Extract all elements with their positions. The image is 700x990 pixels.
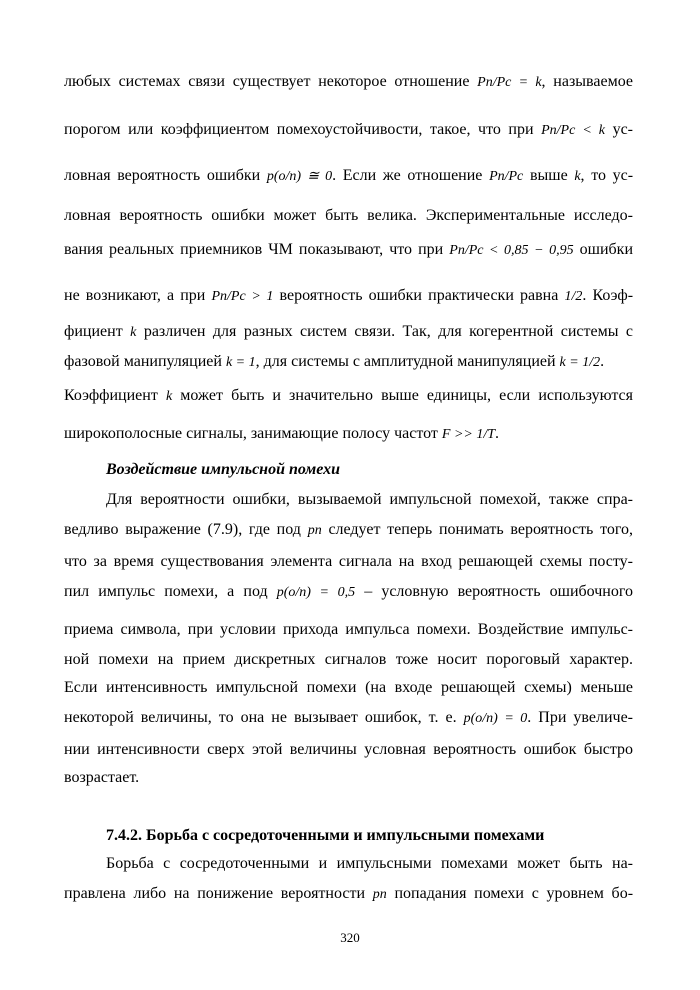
formula: pп bbox=[307, 523, 322, 538]
line-text: ус- bbox=[612, 121, 634, 138]
formula: k = 1/2 bbox=[559, 355, 601, 370]
line-text: ловная вероятность ошибки может быть велика. Экспериментальные исследо- bbox=[64, 207, 633, 224]
text-line bbox=[64, 352, 633, 373]
formula: k bbox=[574, 169, 581, 184]
text-line bbox=[64, 286, 633, 307]
line-text: вания реальных приемников ЧМ показывают, что при bbox=[64, 241, 444, 258]
line-text: попадания помехи с уровнем бо- bbox=[394, 885, 634, 902]
line-text: . Если же отношение bbox=[332, 167, 483, 184]
line-text: пил импульс помехи, а под bbox=[64, 583, 268, 600]
text-line bbox=[106, 490, 633, 510]
formula: p(o/n) = 0 bbox=[463, 711, 528, 726]
text-line bbox=[64, 620, 633, 640]
text-line bbox=[64, 650, 633, 670]
line-text: любых системах связи существует некоторое отношение bbox=[64, 73, 470, 90]
line-text: правлена либо на понижение вероятности bbox=[64, 885, 366, 902]
formula: k bbox=[130, 325, 137, 340]
formula: p(o/n) ≅ 0 bbox=[266, 169, 333, 184]
formula: k = 1 bbox=[225, 355, 256, 370]
line-text: ведливо выражение (7.9), где под bbox=[64, 521, 301, 538]
line-text: . При увеличе- bbox=[527, 709, 634, 726]
text-line bbox=[64, 740, 633, 760]
text-line bbox=[64, 166, 633, 187]
section-heading: Воздействие импульсной помехи bbox=[106, 461, 340, 478]
formula: k bbox=[165, 389, 173, 404]
formula: F >> 1/T bbox=[441, 427, 496, 442]
text-line bbox=[64, 240, 633, 261]
line-text: может быть и значительно выше единицы, если используются bbox=[180, 387, 634, 404]
line-text: различен для разных систем связи. Так, для когерентной системы с bbox=[143, 323, 634, 340]
line-text: вероятность ошибки практически равна bbox=[279, 287, 559, 304]
formula: Pп/Pс < k bbox=[541, 123, 606, 138]
line-text: возрастает. bbox=[64, 769, 140, 786]
formula: Pп/Pс < 0,85 − 0,95 bbox=[449, 243, 574, 258]
text-line bbox=[64, 884, 633, 905]
line-text: Борьба с сосредоточенными и импульсными помехами может быть на- bbox=[106, 855, 633, 872]
text-line bbox=[64, 322, 633, 343]
line-text: Если интенсивность импульсной помехи (на входе решающей схемы) меньше bbox=[64, 679, 633, 696]
text-line bbox=[64, 708, 633, 729]
text-line bbox=[64, 72, 633, 93]
line-text: порогом или коэффициентом помехоустойчивости, такое, что при bbox=[64, 121, 534, 138]
text-line bbox=[64, 206, 633, 226]
text-line bbox=[64, 424, 633, 445]
text-line bbox=[106, 854, 633, 874]
formula: pп bbox=[372, 887, 387, 902]
text-line bbox=[64, 768, 633, 788]
formula: Pп/Pс bbox=[489, 169, 524, 184]
line-text: ошибки bbox=[579, 241, 634, 258]
formula: p(o/n) = 0,5 bbox=[276, 585, 356, 600]
line-text: некоторой величины, то она не вызывает ошибок, т. е. bbox=[64, 709, 457, 726]
line-text: выше bbox=[529, 167, 568, 184]
line-text: , то ус- bbox=[580, 167, 634, 184]
text-line bbox=[64, 552, 633, 572]
line-text: широкополосные сигналы, занимающие полосу частот bbox=[64, 425, 438, 442]
text-line bbox=[64, 386, 633, 407]
text-line bbox=[64, 582, 633, 603]
line-text: . Коэф- bbox=[582, 287, 634, 304]
line-text: . bbox=[495, 425, 500, 442]
page-number: 320 bbox=[340, 930, 360, 945]
line-text: фициент bbox=[64, 323, 123, 340]
line-text: – условную вероятность ошибочного bbox=[364, 583, 634, 600]
line-text: ловная вероятность ошибки bbox=[64, 167, 261, 184]
text-line bbox=[64, 678, 633, 698]
line-text: , для системы с амплитудной манипуляцией bbox=[255, 353, 556, 370]
line-text: нии интенсивности сверх этой величины условная вероятность ошибок быстро bbox=[64, 741, 633, 758]
subsection-heading: 7.4.2. Борьба с сосредоточенными и импульсными помехами bbox=[106, 827, 545, 844]
formula: 1/2 bbox=[564, 289, 583, 304]
line-text: приема символа, при условии прихода импульса помехи. Воздействие импульс- bbox=[64, 621, 633, 638]
line-text: Коэффициент bbox=[64, 387, 158, 404]
line-text: что за время существования элемента сигнала на вход решающей схемы посту- bbox=[64, 553, 633, 570]
line-text: фазовой манипуляцией bbox=[64, 353, 222, 370]
line-text: ной помехи на прием дискретных сигналов тоже носит пороговый характер. bbox=[64, 651, 633, 668]
line-text: следует теперь понимать вероятность того, bbox=[328, 521, 634, 538]
text-line bbox=[64, 120, 633, 141]
line-text: Для вероятности ошибки, вызываемой импульсной помехой, также спра- bbox=[106, 491, 633, 508]
formula: Pп/Pс > 1 bbox=[211, 289, 274, 304]
formula: Pп/Pс = k bbox=[477, 75, 542, 90]
text-line bbox=[64, 520, 633, 541]
line-text: . bbox=[600, 353, 605, 370]
line-text: не возникают, а при bbox=[64, 287, 206, 304]
line-text: , называемое bbox=[541, 73, 633, 90]
